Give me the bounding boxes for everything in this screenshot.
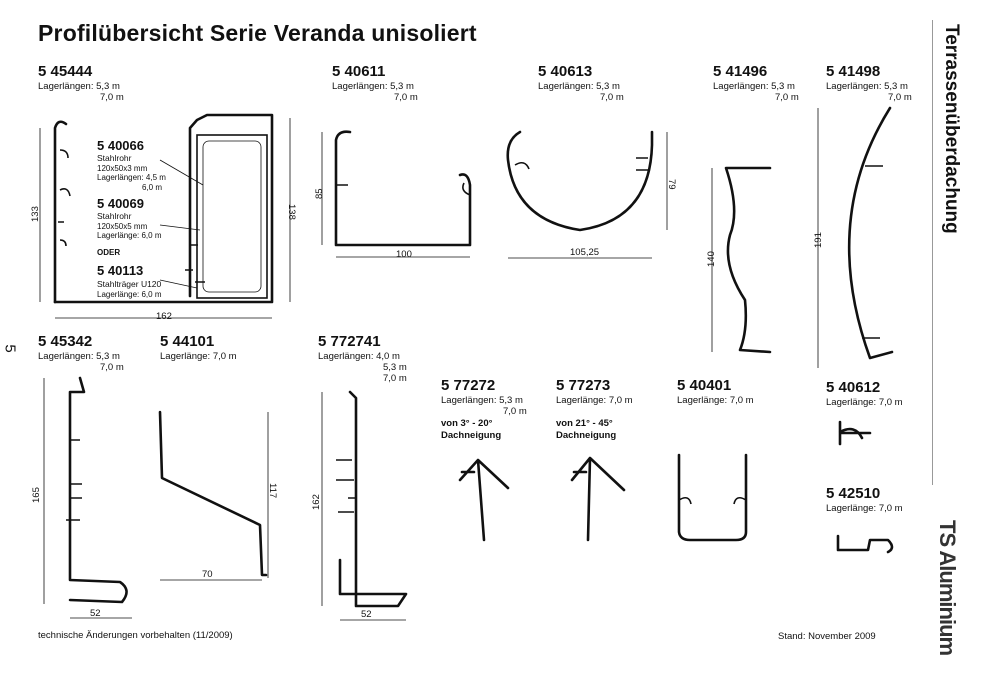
profile-lengths: Lagerlängen: 5,3 m 7,0 m [38,81,124,103]
profile-lengths: Lagerlänge: 7,0 m [826,503,903,514]
profile-lengths: Lagerlängen: 4,0 m 5,3 m 7,0 m [318,351,407,384]
dimension-label: 85 [314,188,325,199]
dimension-label: 52 [361,609,372,620]
insert-details: Stahlträger U120 Lagerlänge: 6,0 m [97,279,162,299]
profile-lengths: Lagerlängen: 5,3 m 7,0 m [441,395,527,417]
dimension-label: 70 [202,569,213,580]
page-number: 5 [1,344,19,353]
dimension-label: 105,25 [570,247,600,258]
profile-number: 5 40613 [538,63,593,80]
profile-number: 5 772741 [318,333,381,350]
profile-number: 5 40612 [826,379,881,396]
profile-drawing-542510 [838,536,892,552]
profile-drawing-577273 [572,458,624,540]
page-title: Profilübersicht Serie Veranda unisoliert [38,20,477,46]
dimension-label: 165 [31,487,42,503]
insert-number: 5 40066 [97,138,144,153]
insert-details: Stahlrohr 120x50x3 mm Lagerlängen: 4,5 m 6,0 m [97,153,166,192]
roof-pitch-note: von 3° - 20° Dachneigung [441,418,502,441]
dimension-label: 162 [156,311,172,322]
profile-drawing-577272 [460,460,508,540]
profile-number: 5 41496 [713,63,768,80]
profile-lengths: Lagerlänge: 7,0 m [556,395,633,406]
profile-lengths: Lagerlängen: 5,3 m 7,0 m [713,81,799,103]
profile-drawing-545444 [40,115,290,318]
profile-number: 5 44101 [160,333,215,350]
profile-number: 5 42510 [826,485,881,502]
profile-number: 5 45342 [38,333,93,350]
profile-drawing-544101 [160,412,268,580]
profile-lengths: Lagerlängen: 5,3 m 7,0 m [826,81,912,103]
profile-lengths: Lagerlängen: 5,3 m 7,0 m [332,81,418,103]
insert-number: 5 40069 [97,196,144,211]
oder-label: ODER [97,248,121,257]
side-title: Terrassenüberdachung [941,24,962,234]
profile-drawing-545342 [44,378,132,618]
profile-number: 5 40611 [332,63,386,80]
dimension-label: 79 [666,179,677,190]
dimension-label: 140 [706,251,717,267]
profile-lengths: Lagerlänge: 7,0 m [160,351,237,362]
profile-lengths: Lagerlänge: 7,0 m [677,395,754,406]
profile-drawing-541496 [712,168,770,352]
profile-drawing-540401 [679,455,746,540]
profile-number: 5 77272 [441,377,496,394]
profile-number: 5 45444 [38,63,93,80]
dimension-label: 133 [30,206,41,222]
dimension-label: 138 [286,204,297,220]
dimension-label: 100 [396,249,412,260]
dimension-label: 52 [90,608,101,619]
roof-pitch-note: von 21° - 45° Dachneigung [556,418,617,441]
company-logo: TS Aluminium [935,520,960,656]
dimension-label: 191 [813,232,824,248]
profile-drawing-5772741 [322,392,406,620]
profile-drawing-540612 [840,422,870,444]
profile-number: 5 41498 [826,63,881,80]
insert-number: 5 40113 [97,263,144,278]
profile-lengths: Lagerlänge: 7,0 m [826,397,903,408]
footer-note: technische Änderungen vorbehalten (11/2009) [38,630,233,641]
profile-drawing-540613 [508,132,667,258]
dimension-label: 117 [267,483,278,499]
footer-date: Stand: November 2009 [778,631,876,642]
insert-details: Stahlrohr 120x50x5 mm Lagerlänge: 6,0 m [97,211,162,240]
profile-number: 5 40401 [677,377,732,394]
profile-lengths: Lagerlängen: 5,3 m 7,0 m [38,351,124,373]
dimension-label: 162 [311,494,322,510]
profile-drawing-540611 [322,132,470,257]
profile-drawing-541498 [818,108,892,368]
profile-number: 5 77273 [556,377,611,394]
profile-lengths: Lagerlängen: 5,3 m 7,0 m [538,81,624,103]
